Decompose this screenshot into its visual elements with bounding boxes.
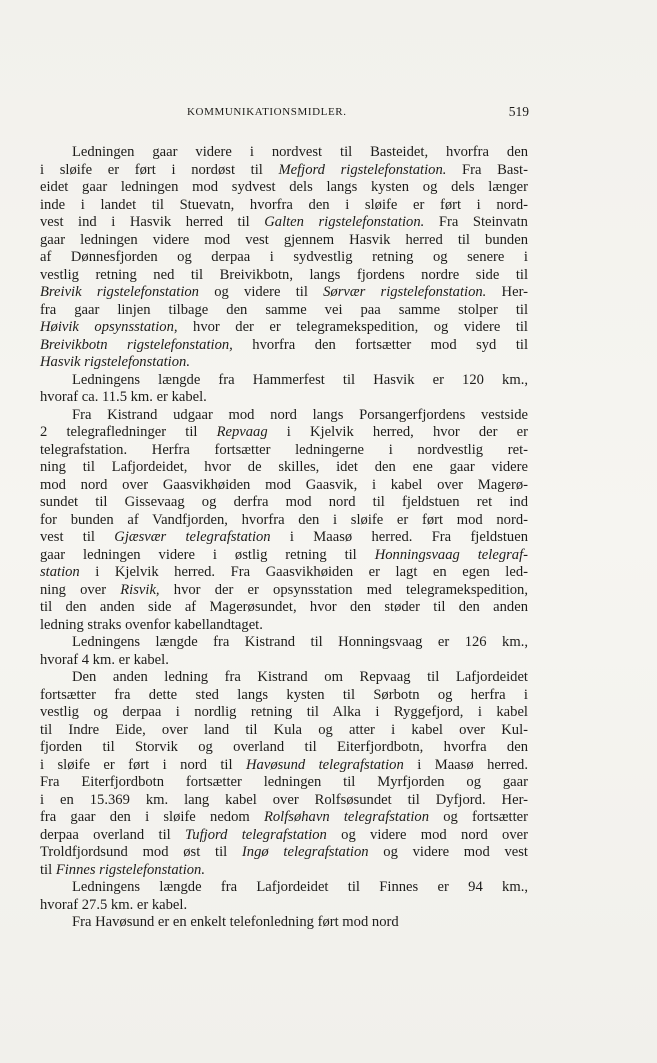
text-run: Ledningens længde fra Kistrand til Honningsvaag er 126 km., — [72, 634, 528, 650]
text-run: vestlig retning ned til Breivikbotn, langs fjordens nordre side til — [40, 266, 528, 283]
text-line — [40, 372, 528, 390]
text-line — [40, 582, 528, 600]
paragraph — [40, 634, 528, 669]
text-line — [40, 529, 528, 547]
text-run: Den anden ledning fra Kistrand om Repvaag til Lafjordeidet — [72, 669, 528, 685]
paragraph — [40, 914, 528, 932]
text-run: hvor der er opsynsstation med telegramekspedition, — [159, 581, 528, 598]
text-line — [40, 757, 528, 775]
text-run: Troldfjordsund mod øst til — [40, 844, 242, 860]
text-run: Ledningens længde fra Lafjordeidet til Finnes er 94 km., — [72, 879, 528, 895]
text-run: til Indre Eide, over land til Kula og atter i kabel over Kul- — [40, 721, 528, 738]
paragraph — [40, 669, 528, 879]
text-run: gaar ledningen videre i østlig retning til — [40, 546, 375, 563]
text-run: i en 15.369 km. lang kabel over Rolfsøsundet til Dyfjord. Her- — [40, 791, 528, 808]
text-run: og videre til — [198, 284, 324, 300]
text-run: i Kjelvik herred. Fra Gaasvikhøiden er lagt en egen led- — [79, 564, 528, 580]
text-line — [40, 267, 528, 285]
text-line — [40, 232, 528, 250]
text-line — [40, 144, 528, 162]
text-line — [40, 617, 528, 635]
paragraph — [40, 407, 528, 635]
text-line — [40, 512, 528, 530]
text-run: fra gaar linjen tilbage den samme vei paa samme stolper til — [40, 301, 528, 318]
paragraph — [40, 144, 528, 372]
paragraph — [40, 879, 528, 914]
text-run: i Maasø herred. — [403, 756, 528, 773]
body-text — [40, 144, 528, 932]
italic-place-name: Ingø telegrafstation — [241, 844, 369, 860]
text-run: for bunden af Vandfjorden, hvorfra den i sløife er ført mod nord- — [40, 511, 528, 528]
text-run: vest til — [40, 529, 115, 545]
text-line — [40, 337, 528, 355]
text-line — [40, 162, 528, 180]
text-line — [40, 179, 528, 197]
text-line — [40, 634, 528, 652]
running-title: KOMMUNIKATIONSMIDLER. — [187, 106, 347, 118]
text-run: hvor der er telegramekspedition, og videre til — [177, 319, 528, 335]
text-line — [40, 302, 528, 320]
text-line — [40, 844, 528, 862]
text-run: vest ind i Hasvik herred til — [40, 214, 265, 230]
paragraph — [40, 372, 528, 407]
text-run: til den anden side af Magerøsundet, hvor den støder til den anden — [40, 599, 528, 615]
text-run: ning til Lafjordeidet, hvor de skilles, idet den ene gaar videre — [40, 459, 528, 475]
text-line — [40, 494, 528, 512]
text-run: fortsætter fra dette sted langs kysten til Sørbotn og herfra i — [40, 686, 528, 703]
text-line — [40, 564, 528, 582]
text-line — [40, 599, 528, 617]
italic-place-name: Hasvik rigstelefonstation. — [40, 354, 190, 370]
text-run: Fra Havøsund er en enkelt telefonledning ført mod nord — [72, 914, 399, 930]
text-run: i Kjelvik herred, hvor der er — [267, 424, 528, 440]
text-run: og videre mod vest — [368, 844, 528, 860]
text-line — [40, 774, 528, 792]
text-run: Fra Kistrand udgaar mod nord langs Porsangerfjordens vestside — [72, 406, 528, 423]
text-line — [40, 862, 528, 880]
text-line — [40, 389, 528, 407]
italic-place-name: Rolfsøhavn telegrafstation — [263, 809, 429, 825]
text-line — [40, 459, 528, 477]
text-run: fra gaar den i sløife nedom — [40, 809, 264, 825]
text-line — [40, 809, 528, 827]
italic-place-name: Breivik rigstelefonstation — [40, 284, 199, 300]
text-run: Her- — [486, 284, 528, 300]
text-run: Ledningens længde fra Hammerfest til Hasvik er 120 km., — [72, 371, 528, 388]
text-run: i sløife er ført i nordøst til — [40, 161, 279, 178]
text-line — [40, 442, 528, 460]
italic-place-name: station — [40, 564, 80, 580]
text-run: hvoraf 4 km. er kabel. — [40, 651, 169, 668]
text-run: eidet gaar ledningen mod sydvest dels langs kysten og dels længer — [40, 179, 528, 195]
text-line — [40, 669, 528, 687]
text-line — [40, 687, 528, 705]
text-run: i Maasø herred. Fra fjeldstuen — [270, 529, 528, 545]
text-run: af Dønnesfjorden og derpaa i sydvestlig retning og senere i — [40, 249, 528, 265]
text-run: i sløife er ført i nord til — [40, 756, 246, 773]
text-line — [40, 704, 528, 722]
text-run: inde i landet til Stuevatn, hvorfra den i sløife er ført i nord- — [40, 196, 528, 213]
text-run: Fra Eiterfjordbotn fortsætter ledningen til Myrfjorden og gaar — [40, 774, 528, 790]
text-run: hvorfra den fortsætter mod syd til — [232, 336, 528, 353]
text-run: Ledningen gaar videre i nordvest til Basteidet, hvorfra den — [72, 144, 528, 160]
text-run: sundet til Gissevaag og derfra mod nord til fjeldstuen ret ind — [40, 494, 528, 510]
italic-place-name: Risvik, — [120, 581, 160, 598]
text-line — [40, 879, 528, 897]
italic-place-name: Galten rigstelefonstation. — [264, 214, 425, 230]
text-line — [40, 827, 528, 845]
italic-place-name: Breivikbotn rigstelefonstation, — [40, 336, 233, 353]
italic-place-name: Finnes rigstelefonstation. — [55, 861, 205, 878]
text-line — [40, 249, 528, 267]
italic-place-name: Høivik opsynsstation, — [40, 319, 178, 335]
page-number: 519 — [508, 104, 529, 119]
text-run: vestlig og derpaa i nordlig retning til Alka i Ryggefjord, i kabel — [40, 704, 528, 720]
text-line — [40, 284, 528, 302]
italic-place-name: Havøsund telegrafstation — [246, 756, 404, 773]
text-line — [40, 792, 528, 810]
text-line — [40, 197, 528, 215]
italic-place-name: Gjæsvær telegrafstation — [114, 529, 271, 545]
italic-place-name: Sørvær rigstelefonstation. — [323, 284, 487, 300]
text-run: og videre mod nord over — [326, 826, 528, 843]
italic-place-name: Honningsvaag telegraf- — [374, 546, 529, 563]
text-line — [40, 319, 528, 337]
text-line — [40, 477, 528, 495]
text-line — [40, 739, 528, 757]
text-run: mod nord over Gaasvikhøiden mod Gaasvik, i kabel over Magerø- — [40, 476, 528, 493]
text-line — [40, 424, 528, 442]
italic-place-name: Mefjord rigstelefonstation. — [278, 161, 447, 178]
text-line — [40, 354, 528, 372]
italic-place-name: Repvaag — [216, 424, 268, 440]
text-line — [40, 897, 528, 915]
text-run: 2 telegrafledninger til — [40, 424, 217, 440]
text-run: telegrafstation. Herfra fortsætter ledningerne i nordvestlig ret- — [40, 441, 528, 458]
text-run: til — [40, 861, 56, 878]
text-run: gaar ledningen videre mod vest gjennem Hasvik herred til bunden — [40, 231, 528, 248]
text-line — [40, 407, 528, 425]
text-run: derpaa overland til — [40, 826, 185, 843]
text-line — [40, 214, 528, 232]
text-line — [40, 914, 528, 932]
text-run: hvoraf ca. 11.5 km. er kabel. — [40, 389, 207, 405]
text-run: Fra Steinvatn — [424, 214, 528, 230]
text-run: fjorden til Storvik og overland til Eiterfjordbotn, hvorfra den — [40, 739, 528, 755]
text-run: Fra Bast- — [446, 161, 528, 178]
text-run: ledning straks ovenfor kabellandtaget. — [40, 616, 263, 633]
text-line — [40, 547, 528, 565]
italic-place-name: Tufjord telegrafstation — [184, 826, 327, 843]
text-line — [40, 652, 528, 670]
text-run: ning over — [40, 581, 121, 598]
text-line — [40, 722, 528, 740]
text-run: og fortsætter — [429, 809, 528, 825]
text-run: hvoraf 27.5 km. er kabel. — [40, 896, 188, 913]
